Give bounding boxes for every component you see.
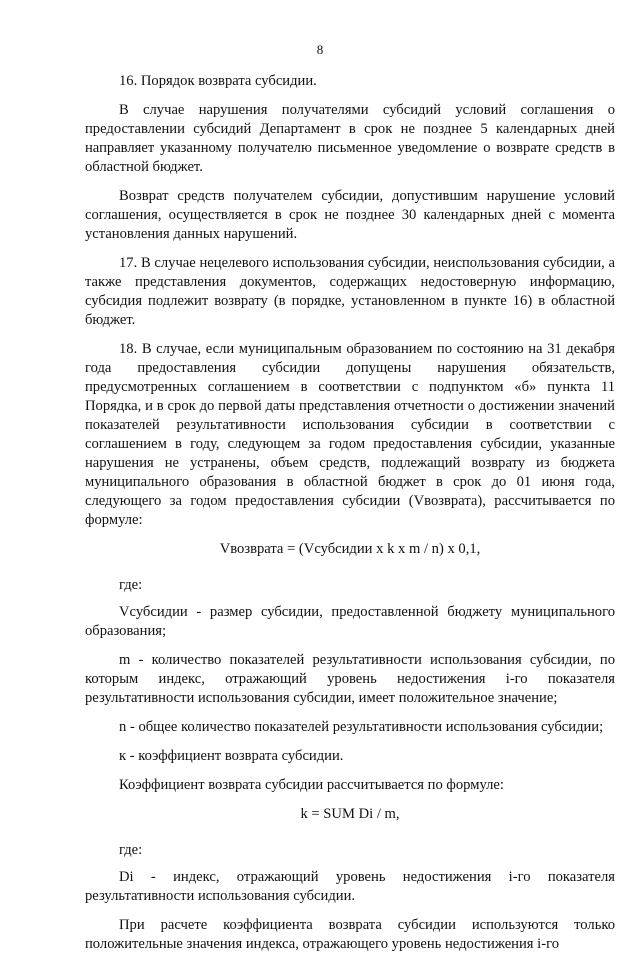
- definition-n: n - общее количество показателей результативности использования субсидии;: [119, 719, 604, 735]
- section-16-heading: 16. Порядок возврата субсидии.: [119, 73, 317, 89]
- definition-di: Di - индекс, отражающий уровень недостижения i-го показателя результативности использования субсидии.: [85, 869, 615, 904]
- where-label-1: где:: [119, 577, 143, 593]
- section-18-paragraph: 18. В случае, если муниципальным образованием по состоянию на 31 декабря года предоставления субсидии допущены нарушения обязательств, предусмотренных соглашением в соответствии с подпунктом «б» пункта 11 Порядка, и в срок до первой даты представления отчетности о достижении значений показателей результативности использования субсидии в соответствии с соглашением в году, следующем за годом предоставления субсидии, указанные нарушения не устранены, объем средств, подлежащий возврату из бюджета муниципального образования в областной бюджет в срок до 01 июня года, следующего за годом предоставления субсидии (Vвозврата), рассчитывается по формуле:: [85, 341, 615, 528]
- paragraph-positive-values: При расчете коэффициента возврата субсидии используются только положительные значения индекса, отражающего уровень недостижения i-го: [85, 917, 615, 952]
- page-number: 8: [316, 42, 324, 57]
- section-17-paragraph: 17. В случае нецелевого использования субсидии, неиспользования субсидии, а также представления документов, содержащих недостоверную информацию, субсидия подлежит возврату (в порядке, установленном в пункте 16) в областной бюджет.: [85, 255, 615, 328]
- definition-v-subsidy: Vсубсидии - размер субсидии, предоставленной бюджету муниципального образования;: [85, 604, 615, 639]
- paragraph-coefficient: Коэффициент возврата субсидии рассчитывается по формуле:: [119, 777, 504, 793]
- definition-k: к - коэффициент возврата субсидии.: [119, 748, 344, 764]
- coefficient-formula: k = SUM Di / m,: [300, 806, 400, 822]
- where-label-2: где:: [119, 842, 143, 858]
- paragraph-refund-deadline: Возврат средств получателем субсидии, допустившим нарушение условий соглашения, осуществляется в срок не позднее 30 календарных дней с момента установления данных нарушений.: [85, 188, 615, 242]
- paragraph-violation-notice: В случае нарушения получателями субсидий условий соглашения о предоставлении субсидий Департамент в срок не позднее 5 календарных дней направляет указанному получателю письменное уведомление о возврате средств в областной бюджет.: [85, 102, 615, 175]
- definition-m: m - количество показателей результативности использования субсидии, по которым индекс, отражающий уровень недостижения i-го показателя результативности использования субсидии, имеет положительное значение;: [85, 652, 615, 706]
- document-body: [85, 72, 615, 964]
- refund-formula: Vвозврата = (Vсубсидии x k x m / n) x 0,1,: [219, 541, 481, 557]
